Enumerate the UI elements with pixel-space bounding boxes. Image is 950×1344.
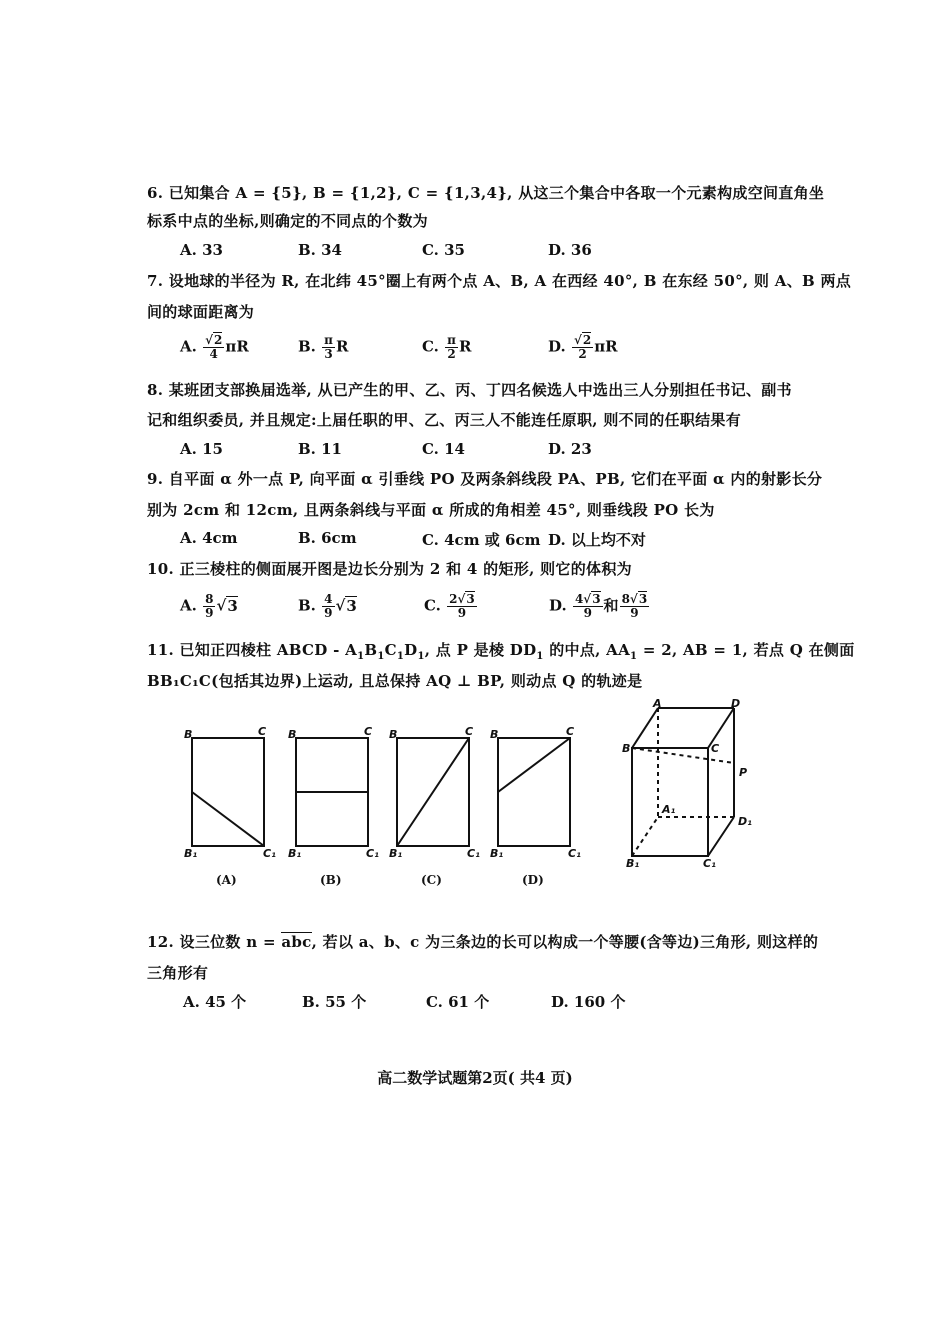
figure-b-label-c1: C₁	[366, 847, 379, 860]
q10-option-d: D. $\frac{4√3}{9}$ 和 $\frac{8√3}{9}$	[549, 592, 648, 620]
q7-c-fraction: $\frac{\pi}{2}$	[447, 333, 456, 361]
figure-d-label-c1: C₁	[568, 847, 581, 860]
q11-line1: 11. 已知正四棱柱 ABCD - $A_1B_1C_1D_1$, 点 P 是棱 $DD_1$ 的中点, $AA_1 = 2$, AB = 1, 若点 Q 在侧面	[147, 641, 855, 662]
q8-option-c: C. 14	[422, 440, 465, 458]
q12-option-d: D. 160 个	[551, 993, 626, 1011]
figure-d-label-b1: B₁	[490, 847, 504, 860]
cube-label-b: B	[622, 742, 631, 755]
cube-label-a1: A₁	[662, 803, 676, 816]
q7-line2: 间的球面距离为	[147, 303, 255, 321]
cube-edge-c1d1	[708, 817, 734, 856]
figure-d-label-b: B	[490, 728, 499, 741]
q12-overline-abc: abc	[281, 933, 312, 951]
q6-option-c: C. 35	[422, 241, 465, 259]
cube-edge-ba	[632, 708, 658, 748]
q12-option-a: A. 45 个	[183, 993, 247, 1011]
q10-line1: 10. 正三棱柱的侧面展开图是边长分别为 2 和 4 的矩形, 则它的体积为	[147, 560, 632, 578]
figure-c-label-b1: B₁	[389, 847, 403, 860]
q12-option-c: C. 61 个	[426, 993, 490, 1011]
q7-b-fraction: $\frac{\pi}{3}$	[324, 333, 333, 361]
figure-d-label-c: C	[566, 725, 575, 738]
q7-option-d: D. $\frac{√2}{2}$ πR	[548, 333, 618, 361]
q8-option-a: A. 15	[180, 440, 223, 458]
cube-label-c: C	[711, 742, 720, 755]
figure-c-label-c1: C₁	[467, 847, 480, 860]
q8-line1: 8. 某班团支部换届选举, 从已产生的甲、乙、丙、丁四名候选人中选出三人分别担任书记、副书	[147, 381, 792, 399]
q8-option-b: B. 11	[298, 440, 342, 458]
cube-label-d1: D₁	[738, 815, 752, 828]
q6-line2: 标系中点的坐标,则确定的不同点的个数为	[147, 212, 428, 230]
figure-b-label-c: C	[364, 725, 373, 738]
figure-d-caption: (D)	[522, 873, 544, 887]
figure-d-line	[498, 738, 570, 792]
q11-line2: BB₁C₁C(包括其边界)上运动, 且总保持 AQ ⊥ BP, 则动点 Q 的轨迹是	[147, 672, 643, 690]
figure-b-caption: (B)	[320, 873, 342, 887]
figure-a-label-c: C	[258, 725, 267, 738]
q9-line2: 别为 2cm 和 12cm, 且两条斜线与平面 α 所成的角相差 45°, 则垂线段 PO 长为	[147, 501, 715, 519]
q9-option-a: A. 4cm	[180, 529, 238, 547]
q6-option-d: D. 36	[548, 241, 592, 259]
q10-option-b: B. $\frac{4}{9}$ √3	[298, 592, 357, 620]
cube-label-a: A	[653, 697, 662, 710]
q7-option-a: A. $\frac{√2}{4}$ πR	[180, 333, 249, 361]
q11-figures	[0, 695, 950, 895]
figure-b-label-b1: B₁	[288, 847, 302, 860]
figure-a-label-b1: B₁	[184, 847, 198, 860]
figure-a-label-c1: C₁	[263, 847, 276, 860]
q12-option-b: B. 55 个	[302, 993, 367, 1011]
q10-option-c: C. $\frac{2√3}{9}$	[424, 592, 475, 620]
q7-a-fraction: $\frac{√2}{4}$	[205, 333, 223, 361]
q7-d-fraction: $\frac{√2}{2}$	[573, 333, 592, 361]
figure-a-rect	[192, 738, 264, 846]
q8-option-d: D. 23	[548, 440, 592, 458]
figure-a-line	[192, 792, 264, 846]
q7-option-b: B. $\frac{\pi}{3}$ R	[298, 333, 349, 361]
q6-option-b: B. 34	[298, 241, 342, 259]
cube-label-b1: B₁	[626, 857, 640, 870]
figure-c-caption: (C)	[421, 873, 442, 887]
q12-line2: 三角形有	[147, 964, 209, 982]
figure-a-label-b: B	[184, 728, 193, 741]
q6-option-a: A. 33	[180, 241, 223, 259]
q9-option-d: D. 以上均不对	[548, 531, 646, 549]
q10-option-a: A. $\frac{8}{9}$ √3	[180, 592, 238, 620]
q9-line1: 9. 自平面 α 外一点 P, 向平面 α 引垂线 PO 及两条斜线段 PA、PB, 它们在平面 α 内的射影长分	[147, 470, 823, 488]
cube-label-p: P	[739, 766, 748, 779]
q12-line1: 12. 设三位数 n = abc, 若以 a、b、c 为三条边的长可以构成一个等腰(含等边)三角形, 则这样的	[147, 933, 819, 951]
q9-option-c: C. 4cm 或 6cm	[422, 531, 541, 549]
cube-label-c1: C₁	[703, 857, 716, 870]
figure-a-caption: (A)	[216, 873, 237, 887]
q7-line1: 7. 设地球的半径为 R, 在北纬 45°圈上有两个点 A、B, A 在西经 40°, B 在东经 50°, 则 A、B 两点	[147, 272, 852, 290]
figure-c-line	[397, 738, 469, 846]
page-footer: 高二数学试题第2页( 共4 页)	[377, 1069, 573, 1087]
figure-d-rect	[498, 738, 570, 846]
q9-option-b: B. 6cm	[298, 529, 357, 547]
q8-line2: 记和组织委员, 并且规定:上届任职的甲、乙、丙三人不能连任原职, 则不同的任职结果有	[147, 411, 742, 429]
figure-b-label-b: B	[288, 728, 297, 741]
figure-c-label-c: C	[465, 725, 474, 738]
q6-line1: 6. 已知集合 A = {5}, B = {1,2}, C = {1,3,4}, 从这三个集合中各取一个元素构成空间直角坐	[147, 184, 825, 202]
figure-c-label-b: B	[389, 728, 398, 741]
q7-option-c: C. $\frac{\pi}{2}$ R	[422, 333, 472, 361]
cube-label-d: D	[731, 697, 741, 710]
cube-edge-b1a1	[632, 817, 658, 856]
